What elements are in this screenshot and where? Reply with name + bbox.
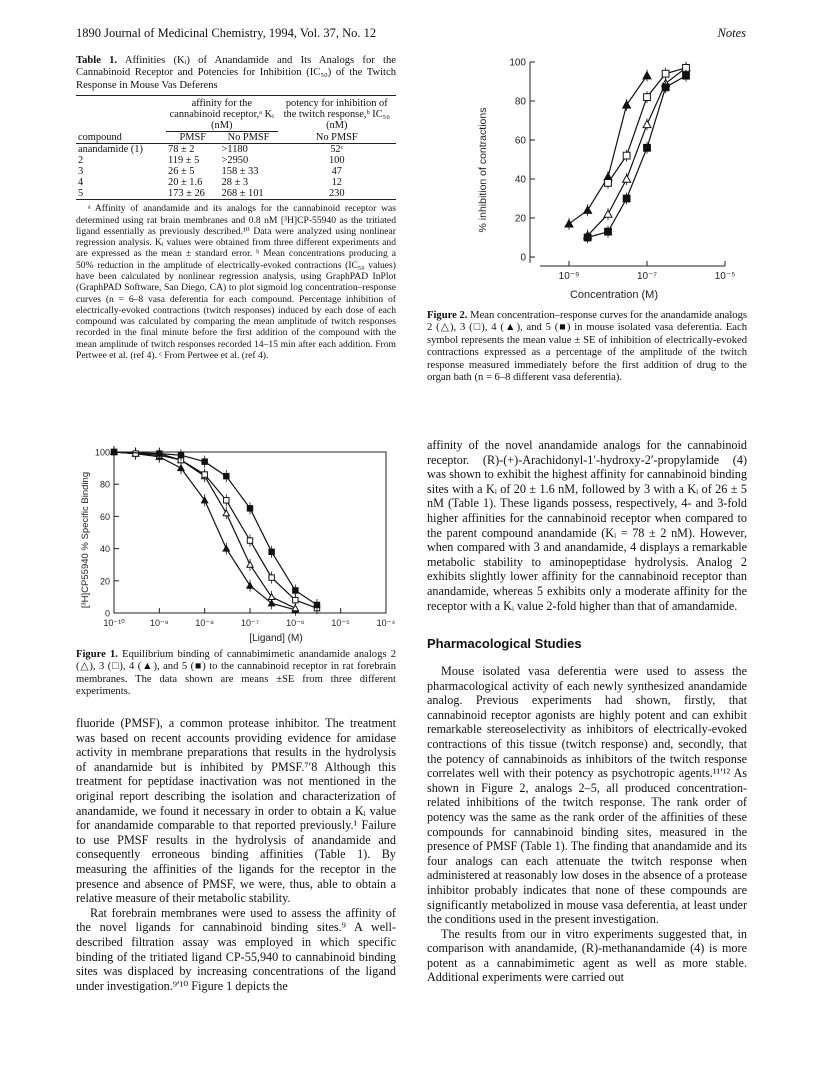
paragraph: The results from our in vitro experiments suggested that, in comparison with anandamide, (R)-methanandamide (4) is more potent as a cannabimimetic agent as well as more stable. Additional experiments were carried out (427, 926, 747, 985)
data-point (644, 94, 651, 101)
figure2-chart (470, 52, 750, 302)
series-line (588, 76, 686, 238)
cell-pmsf: 173 ± 26 (168, 188, 205, 200)
data-point (314, 602, 319, 607)
data-point (643, 72, 651, 79)
cell-compound: 2 (78, 155, 84, 167)
paragraph: Mouse isolated vasa deferentia were used to assess the pharmacological activity of each newly synthesized anandamide analog. Previous experiments had shown, firstly, that cannabinoid receptor agonists are highly potent and can exhibit remarkable stereoselectivity as inhibitors of electrically-evoked contractions of this tissue (twitch response) and, secondly, that the potency of cannabinoids as inhibitors of the twitch response correlates well with their potency as psychotropic agents.¹¹ʹ¹² As shown in Figure 2, analogs 2–5, all produced concentration-related inhibitions of the twitch response. The rank order of potency was the same as the rank order of the affinities of these compounds for cannabinoid binding sites, measured in the presence of PMSF (Table 1). The finding that anandamide and its four analogs can each attenuate the twitch response when administered at reasonably low doses in the absence of a protease inhibitor probably indicates that none of these compounds are significantly metabolized in mouse vasa deferentia, at least under the conditions used in the present investigation. (427, 664, 747, 927)
x-tick-label: 10⁻⁹ (150, 618, 169, 628)
x-tick-label: 10⁻⁸ (195, 618, 214, 628)
y-tick-label: 0 (104, 608, 110, 619)
cell-nopmsf: 158 ± 33 (221, 166, 259, 178)
data-point (584, 206, 592, 213)
x-tick-label: 10⁻¹⁰ (103, 618, 125, 628)
y-tick-label: 40 (514, 174, 526, 186)
cell-ic50: 230 (328, 188, 345, 200)
data-point (623, 152, 630, 159)
series-line (114, 452, 317, 608)
x-tick-label: 10⁻⁷ (240, 618, 260, 628)
y-tick-label: 20 (99, 576, 110, 587)
data-point (605, 180, 612, 187)
figure1-caption-text: Equilibrium binding of cannabimimetic anandamide analogs 2 (△), 3 (□), 4 (▲), and 5 (■) to the cannabinoid receptor in rat forebrain membranes. The data shown are means ±SE from three different experiments. (76, 649, 396, 698)
table1 (76, 95, 396, 200)
data-point (223, 545, 229, 551)
data-point (584, 234, 591, 241)
running-header (76, 26, 746, 46)
y-tick-label: 40 (99, 544, 110, 555)
cell-nopmsf: 28 ± 3 (221, 177, 249, 189)
y-tick-label: 60 (99, 511, 110, 522)
figure2-y-axis-label: % inhibition of contractions (477, 107, 489, 233)
data-point (247, 582, 253, 588)
figure1 (76, 440, 396, 645)
x-tick-label: 10⁻⁶ (286, 618, 305, 628)
cell-compound: 3 (78, 166, 84, 178)
y-tick-label: 100 (94, 447, 110, 458)
figure1-caption (76, 649, 396, 699)
table1-col-compound: compound (78, 131, 122, 143)
data-point (623, 195, 630, 202)
data-point (224, 498, 229, 503)
cell-compound: 5 (78, 188, 84, 200)
figure1-y-axis-label: [³H]CP55940 % Specific Binding (80, 471, 91, 609)
table1-col-nopmsf-ic50: No PMSF (315, 131, 358, 143)
figure1-label: Figure 1. (76, 649, 118, 660)
figure2 (470, 52, 750, 302)
data-point (662, 84, 669, 91)
cell-compound: anandamide (1) (78, 144, 143, 156)
x-tick-label: 10⁻⁷ (636, 271, 658, 282)
y-tick-label: 80 (514, 96, 526, 108)
table1-head-affinity: affinity for the cannabinoid receptor,ᵃ Kᵢ (nM) (166, 96, 278, 132)
right-body-text (427, 664, 747, 985)
data-point (662, 70, 669, 77)
data-point (157, 451, 162, 456)
table-row (76, 177, 396, 188)
journal-citation: 1890 Journal of Medicinal Chemistry, 1994, Vol. 37, No. 12 (76, 26, 377, 40)
table1-caption (76, 55, 396, 92)
table1-block (76, 55, 396, 361)
data-point (223, 510, 229, 516)
table-row (76, 188, 396, 200)
y-tick-label: 80 (99, 479, 110, 490)
data-point (605, 228, 612, 235)
data-point (644, 144, 651, 151)
series-line (114, 452, 317, 605)
data-point (111, 449, 116, 454)
cell-pmsf: 26 ± 5 (168, 166, 195, 178)
figure1-x-axis-label: [Ligand] (M) (249, 633, 303, 644)
data-point (683, 72, 690, 79)
table1-col-nopmsf: No PMSF (227, 132, 270, 144)
data-point (643, 120, 651, 127)
cell-nopmsf: >2950 (221, 155, 249, 167)
data-point (178, 453, 183, 458)
figure2-caption-text: Mean concentration–response curves for the anandamide analogs 2 (△), 3 (□), 4 (▲), and 5 (■) in mouse isolated vasa deferentia. Each symbol represents the mean value ± SE of inhibition of electrically-evoked contractions expressed as a percentage of the amplitude of the twitch response measured immediately before the first addition of drug to the organ bath (n = 6–8 different vasa deferentia). (427, 310, 747, 384)
cell-pmsf: 20 ± 1.6 (168, 177, 203, 189)
table1-label: Table 1. (76, 55, 118, 66)
data-point (247, 538, 252, 543)
table-row (76, 144, 396, 156)
y-tick-label: 100 (509, 57, 526, 69)
cell-pmsf: 119 ± 5 (168, 155, 200, 167)
data-point (604, 210, 612, 217)
series-line (588, 68, 686, 236)
paragraph: fluoride (PMSF), a common protease inhibitor. The treatment was based on recent accounts providing evidence for amidase activity in membrane preparations that results in the hydrolysis of anandamide but is inhibited by PMSF.⁷ʹ8 Although this treatment for peptidase inactivation was not mentioned in the original report describing the isolation and characterization of anandamide, we found it necessary in order to obtain a Kᵢ value for anandamide comparable to that reported previously.¹ Failure to use PMSF results in the hydrolysis of anandamide and consequently erroneous binding affinities (Table 1). By measuring the affinities of the ligands for the receptor in the presence and absence of PMSF, we were, thus, able to obtain a relative measure of their metabolic stability. (76, 716, 396, 906)
data-point (623, 101, 631, 108)
y-tick-label: 0 (520, 252, 526, 264)
cell-compound: 4 (78, 177, 84, 189)
figure2-caption (427, 310, 747, 384)
right-body-text-top (427, 438, 747, 613)
table-row (76, 155, 396, 166)
x-tick-label: 10⁻⁴ (376, 618, 396, 628)
data-point (247, 562, 253, 568)
section-heading: Pharmacological Studies (427, 636, 582, 651)
cell-pmsf: 78 ± 2 (168, 144, 195, 156)
table1-head-potency: potency for inhibition of the twitch response,ᵇ IC₅₀ (nM) (283, 98, 390, 132)
cell-nopmsf: >1180 (221, 144, 248, 156)
figure2-x-axis-label: Concentration (M) (569, 289, 659, 301)
cell-ic50: 52ᶜ (330, 144, 344, 156)
table1-title: Affinities (Kᵢ) of Anandamide and Its Analogs for the Cannabinoid Receptor and Potencies for Inhibition (IC₅₀) of the Twitch Response in Mouse Vas Deferens (76, 55, 396, 91)
left-body-text (76, 716, 396, 993)
figure2-label: Figure 2. (427, 310, 468, 321)
x-tick-label: 10⁻⁹ (558, 271, 580, 282)
data-point (202, 472, 207, 477)
paragraph: Rat forebrain membranes were used to assess the affinity of the novel ligands for cannabinoid binding sites.⁹ A well-described filtration assay was employed in which specific binding of the tritiated ligand CP-55,940 to cannabinoid binding sites was displaced by increasing concentrations of the ligand under investigation.⁹ʹ¹⁰ Figure 1 depicts the (76, 905, 396, 993)
data-point (293, 597, 298, 602)
section-label: Notes (717, 26, 746, 40)
x-tick-label: 10⁻⁵ (714, 271, 736, 282)
data-point (133, 451, 138, 456)
cell-ic50: 47 (331, 166, 342, 178)
data-point (623, 175, 631, 182)
y-tick-label: 20 (514, 213, 526, 225)
paragraph: affinity of the novel anandamide analogs for the cannabinoid receptor. (R)-(+)-Arachidonyl-1′-hydroxy-2′-propylamide (4) was shown to exhibit the highest affinity for cannabinoid binding sites with a Kᵢ of 20 ± 1.6 nM, followed by 3 with a Kᵢ of 26 ± 5 nM (Table 1). These ligands possess, respectively, 4- and 3-fold higher affinities for the cannabinoid receptor when compared to the parent compound anandamide (Kᵢ = 78 ± 2 nM). However, when compared with 3 and anandamide, 4 displays a remarkable metabolic stability to aminopeptidase hydrolysis. Analog 2 exhibits slightly lower affinity for the cannabinoid receptor than anandamide, whereas 5 exhibits only a moderate affinity for the receptor with a Kᵢ value 2-fold higher than that of amandamide. (427, 438, 747, 613)
cell-nopmsf: 268 ± 101 (221, 188, 264, 200)
data-point (247, 506, 252, 511)
figure1-chart (76, 440, 396, 645)
x-tick-label: 10⁻⁵ (331, 618, 350, 628)
data-point (565, 220, 573, 227)
data-point (224, 473, 229, 478)
table1-footnote: ᵃ Affinity of anandamide and its analogs for the cannabinoid receptor was determined using rat brain membranes and 0.8 nM [³H]CP-55940 as the tritiated ligand essentially as previously described.¹⁰ Data were analyzed using nonlinear regression analysis. Kᵢ values were obtained from three different experiments and are expressed as the mean ± standard error. ᵇ Mean concentrations producing a 50% reduction in the amplitude of electrically-evoked contractions (IC₅₀ values) have been calculated by nonlinear regression analysis, using GraphPAD InPlot (GraphPAD Software, San Diego, CA) to plot sigmoid log concentration–response curves (n = 6–8 vasa deferentia for each compound. Percentage inhibition of electrically-evoked contractions (twitch responses) induced by each dose of each compound was calculated by comparing the mean amplitude of twitch responses recorded in the final minute before the first addition of the compound with the mean amplitude of twitch responses recorded 14–15 min after each addition. From Pertwee et al. (ref 4). ᶜ From Pertwee et al. (ref 4). (76, 203, 396, 362)
y-tick-label: 60 (514, 135, 526, 147)
table1-col-pmsf: PMSF (179, 132, 207, 144)
data-point (293, 588, 298, 593)
data-point (202, 459, 207, 464)
series-line (569, 76, 647, 224)
data-point (269, 575, 274, 580)
cell-ic50: 12 (331, 177, 342, 189)
table-row (76, 166, 396, 177)
cell-ic50: 100 (328, 155, 345, 167)
data-point (269, 549, 274, 554)
